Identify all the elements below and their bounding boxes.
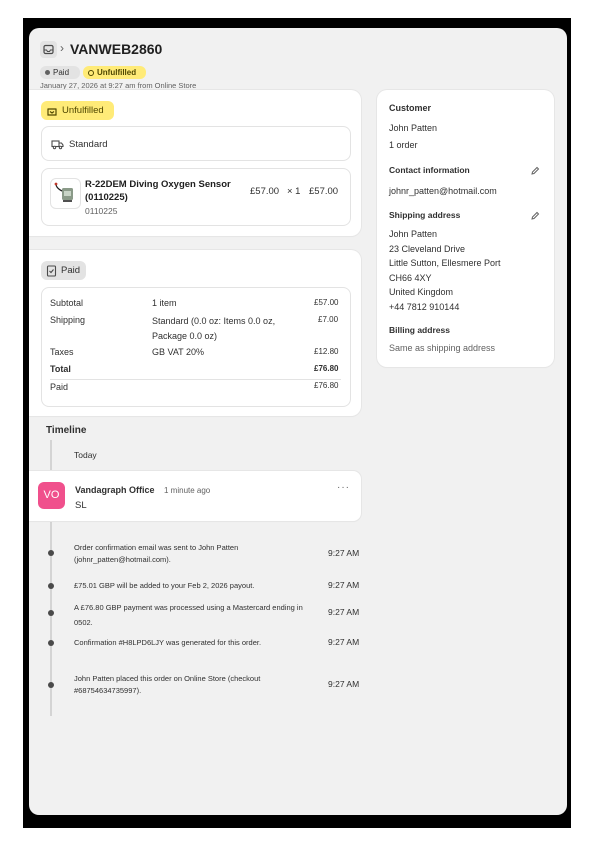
shipping-label: Shipping (50, 315, 86, 325)
shipping-value: £7.00 (318, 315, 339, 324)
paid-dot-icon (45, 70, 50, 75)
taxes-label: Taxes (50, 347, 74, 357)
timeline-event-time: 9:27 AM (328, 607, 360, 617)
edit-contact-pencil-icon[interactable] (530, 166, 540, 176)
timeline-event: A £76.80 GBP payment was processed using a Mastercard ending in 0502. (74, 603, 303, 627)
timeline-today-label: Today (74, 450, 97, 460)
delivery-truck-icon (51, 139, 64, 150)
shipping-method-box (41, 126, 351, 161)
timeline-comment-card (29, 471, 361, 521)
customer-heading: Customer (389, 103, 432, 113)
timeline-heading: Timeline (46, 425, 87, 436)
customer-order-count[interactable]: 1 order (389, 140, 418, 150)
order-page (29, 28, 567, 815)
shipping-phone-link[interactable]: +44 7812 910144 (389, 301, 460, 312)
chevron-right-icon: › (60, 41, 64, 55)
package-icon (46, 105, 58, 117)
back-button[interactable] (40, 41, 57, 58)
taxes-details: GB VAT 20% (152, 347, 205, 357)
timeline-event-dot (48, 610, 54, 616)
paid-label: Paid (50, 382, 69, 392)
shipping-address-line: United Kingdom (389, 287, 454, 297)
shipping-address-line: Little Sutton, Ellesmere Port (389, 258, 501, 268)
edit-shipping-pencil-icon[interactable] (530, 211, 540, 221)
taxes-value: £12.80 (314, 347, 339, 356)
item-line-total: £57.00 (309, 186, 339, 197)
billing-address-heading: Billing address (389, 325, 450, 335)
unfulfilled-status-badge: Unfulfilled (41, 101, 114, 120)
comment-author: Vandagraph Office (75, 485, 155, 495)
customer-name-link[interactable]: John Patten (389, 123, 438, 133)
oxygen-sensor-image-icon (51, 179, 80, 208)
timeline-event-dot (48, 682, 54, 688)
paid-badge: Paid (40, 66, 80, 79)
timeline-event: John Patten placed this order on Online Store (checkout #68754634735997). (74, 674, 261, 695)
subtotal-items: 1 item (152, 298, 177, 308)
timeline-event: £75.01 GBP will be added to your Feb 2, 2026 payout. (74, 581, 255, 590)
item-unit-price: £57.00 (250, 186, 280, 197)
billing-address-value: Same as shipping address (389, 343, 496, 353)
unfulfilled-badge: Unfulfilled (83, 66, 146, 79)
paid-status-badge: Paid (41, 261, 86, 280)
timeline-event-time: 9:27 AM (328, 548, 360, 558)
page-title: VANWEB2860 (70, 41, 163, 57)
shipping-details: Standard (0.0 oz: Items 0.0 oz, Package 0.0 oz) (152, 316, 276, 341)
paid-value: £76.80 (314, 381, 339, 390)
timeline-event-time: 9:27 AM (328, 580, 360, 590)
avatar: VO (38, 482, 65, 509)
comment-text: SL (75, 500, 87, 511)
timeline-event-dot (48, 640, 54, 646)
timeline-event-time: 9:27 AM (328, 637, 360, 647)
line-item-box (41, 168, 351, 226)
timeline-event: Order confirmation email was sent to John Patten (johnr_patten@hotmail.com). (74, 543, 239, 564)
timeline-event: Confirmation #H8LPD6LJY was generated for this order. (74, 638, 262, 647)
contact-heading: Contact information (389, 165, 470, 175)
inbox-icon (40, 41, 57, 58)
subtotal-value: £57.00 (314, 298, 339, 307)
shipping-address-heading: Shipping address (389, 210, 461, 220)
comment-time: 1 minute ago (164, 486, 211, 495)
comment-more-icon[interactable]: ··· (337, 482, 350, 493)
fulfillment-card (29, 90, 361, 236)
total-value: £76.80 (314, 364, 339, 373)
subtotal-label: Subtotal (50, 298, 84, 308)
shipping-address-line: 23 Cleveland Drive (389, 243, 466, 254)
shipping-method-label: Standard (69, 139, 108, 150)
timeline-event-time: 9:27 AM (328, 679, 360, 689)
item-quantity: × 1 (287, 186, 301, 197)
customer-card (377, 90, 554, 367)
product-sku: 0110225 (85, 206, 118, 216)
timeline-event-dot (48, 550, 54, 556)
unfulfilled-ring-icon (88, 70, 94, 76)
shipping-address-line: CH66 4XY (389, 272, 432, 283)
order-meta: January 27, 2026 at 9:27 am from Online Store (40, 81, 197, 90)
shipping-address-line: John Patten (389, 229, 438, 239)
customer-email-link[interactable]: johnr_patten@hotmail.com (389, 186, 497, 196)
total-label: Total (50, 364, 71, 374)
product-thumbnail[interactable] (50, 178, 81, 209)
timeline-event-dot (48, 583, 54, 589)
receipt-check-icon (46, 265, 57, 277)
product-title-link[interactable]: R-22DEM Diving Oxygen Sensor (0110225) (85, 179, 231, 203)
summary-divider (50, 379, 341, 380)
